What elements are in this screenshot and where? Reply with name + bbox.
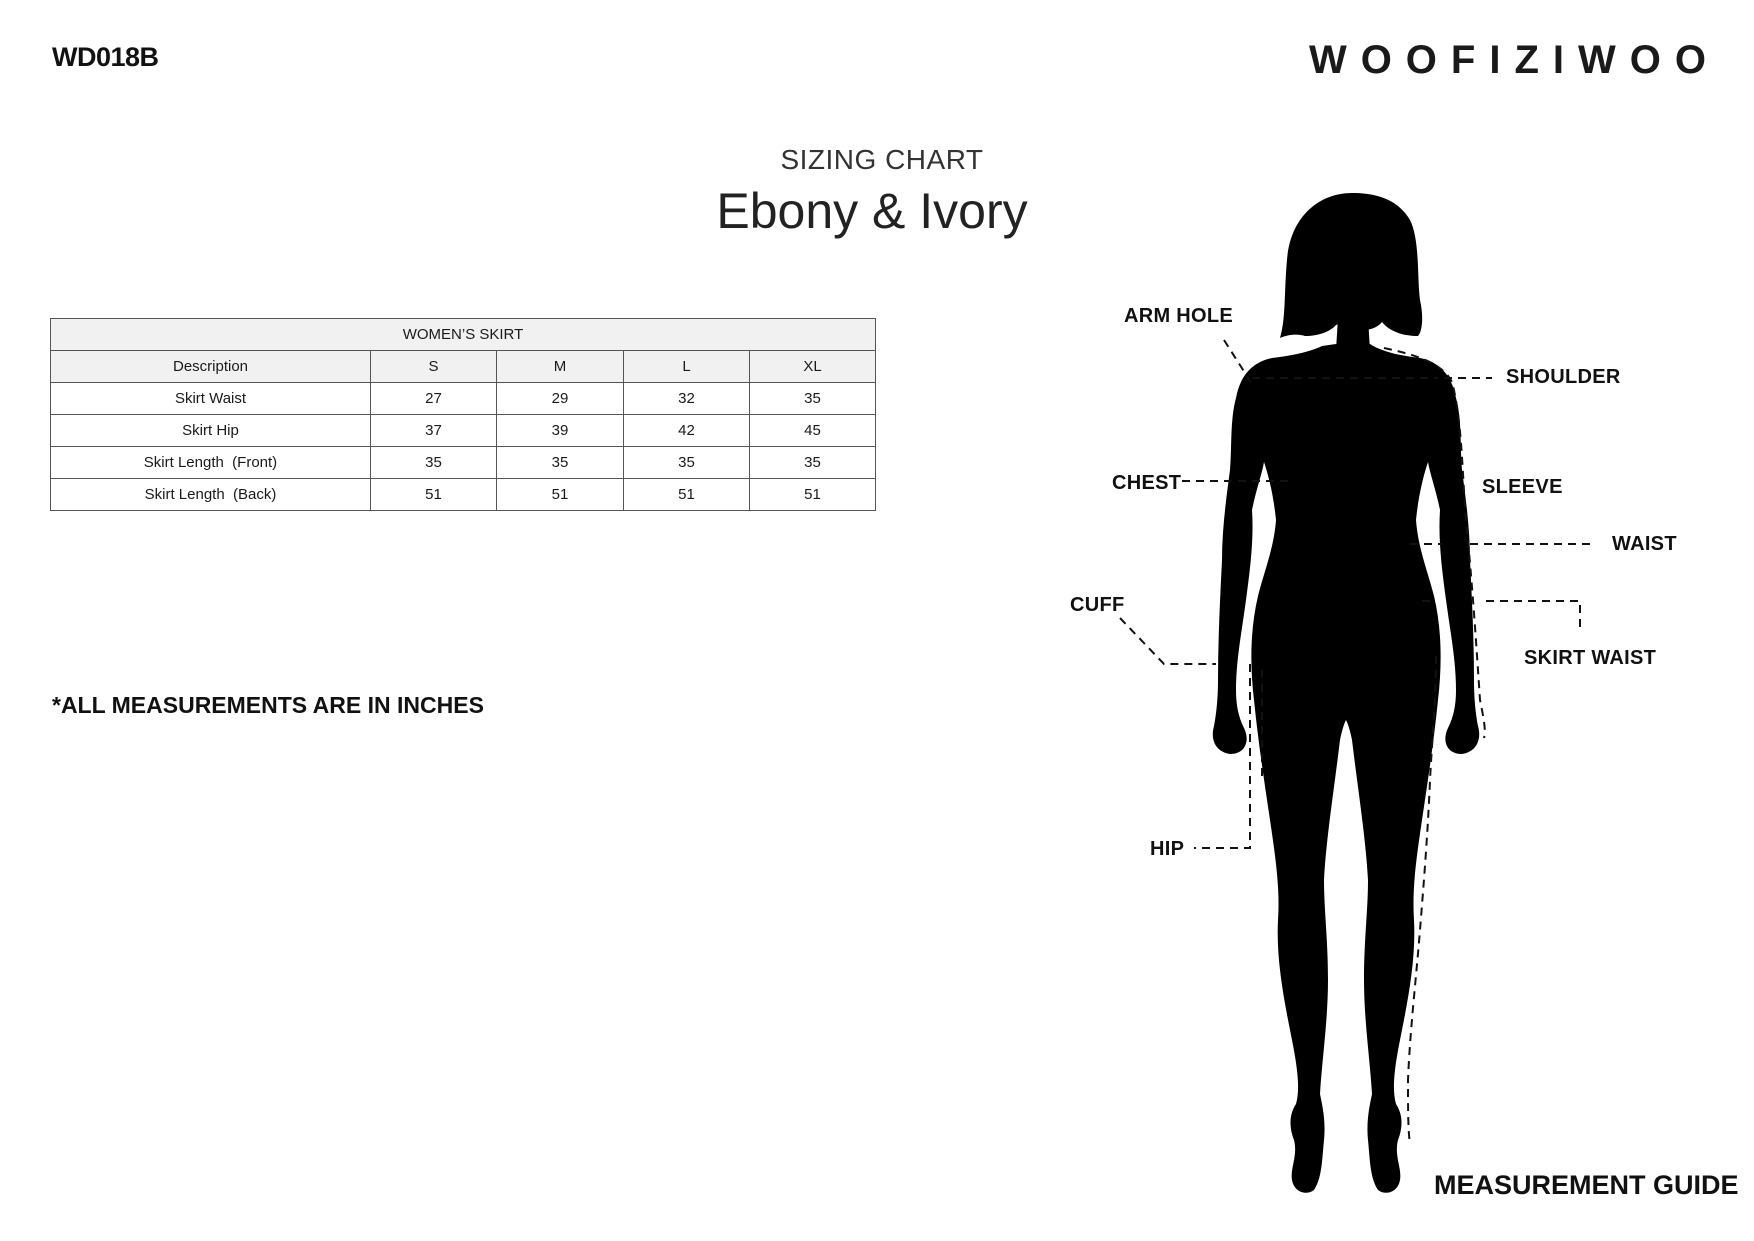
- label-shoulder: SHOULDER: [1506, 366, 1621, 388]
- cell-value: 37: [371, 415, 497, 447]
- cell-value: 51: [371, 479, 497, 511]
- row-description: Skirt Waist: [51, 383, 371, 415]
- row-description: Skirt Hip: [51, 415, 371, 447]
- cell-value: 35: [750, 447, 876, 479]
- guide-skirt-waist: [1486, 601, 1580, 630]
- cell-value: 29: [497, 383, 624, 415]
- column-header: XL: [750, 351, 876, 383]
- cell-value: 51: [624, 479, 750, 511]
- label-cuff: CUFF: [1070, 594, 1125, 616]
- measurement-guide-title: MEASUREMENT GUIDE: [1434, 1170, 1739, 1200]
- chart-subtitle: SIZING CHART: [780, 144, 984, 175]
- body-silhouette: [1213, 193, 1479, 1193]
- cell-value: 35: [750, 383, 876, 415]
- label-hip: HIP: [1150, 838, 1185, 860]
- cell-value: 51: [750, 479, 876, 511]
- row-description: Skirt Length (Back): [51, 479, 371, 511]
- guide-cuff: [1120, 618, 1216, 664]
- cell-value: 27: [371, 383, 497, 415]
- cell-value: 35: [371, 447, 497, 479]
- guide-armhole: [1224, 340, 1252, 384]
- cell-value: 32: [624, 383, 750, 415]
- label-sleeve: SLEEVE: [1482, 476, 1563, 498]
- cell-value: 39: [497, 415, 624, 447]
- style-code: WD018B: [52, 42, 159, 72]
- label-chest: CHEST: [1112, 472, 1182, 494]
- cell-value: 45: [750, 415, 876, 447]
- measurement-note: *ALL MEASUREMENTS ARE IN INCHES: [52, 692, 484, 718]
- label-skirt-waist: SKIRT WAIST: [1524, 647, 1657, 669]
- column-header: S: [371, 351, 497, 383]
- cell-value: 42: [624, 415, 750, 447]
- table-title: WOMEN’S SKIRT: [51, 319, 876, 351]
- column-header: Description: [51, 351, 371, 383]
- label-arm-hole: ARM HOLE: [1124, 305, 1234, 327]
- label-waist: WAIST: [1612, 533, 1677, 555]
- brand-logo: WOOFIZIWOO: [1308, 38, 1720, 82]
- column-header: M: [497, 351, 624, 383]
- row-description: Skirt Length (Front): [51, 447, 371, 479]
- cell-value: 35: [497, 447, 624, 479]
- cell-value: 51: [497, 479, 624, 511]
- column-header: L: [624, 351, 750, 383]
- cell-value: 35: [624, 447, 750, 479]
- chart-title: Ebony & Ivory: [716, 183, 1028, 239]
